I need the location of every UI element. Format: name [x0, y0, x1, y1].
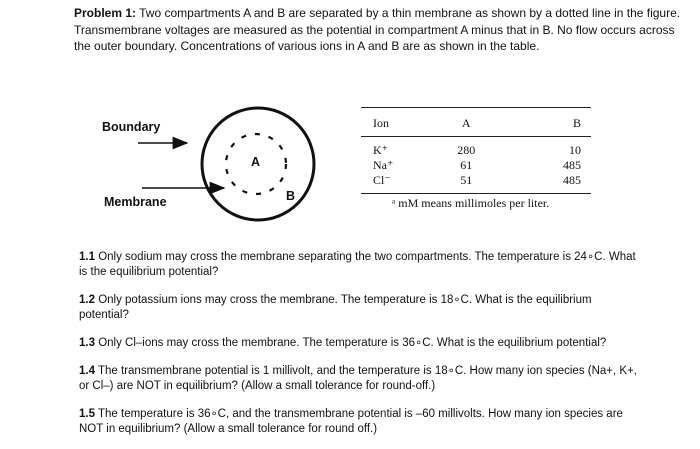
- ion-concentration-table: [361, 107, 591, 194]
- question-item: [79, 336, 639, 351]
- question-number: 1.5: [79, 408, 95, 420]
- problem-statement: [74, 5, 684, 55]
- question-text: The transmembrane potential is 1 millivolt, and the temperature is 18∘C. How many ion species (Na+, K+, or Cl–) are NOT in equilibrium? (Allow a small tolerance for round-off.): [79, 365, 637, 392]
- question-number: 1.4: [79, 365, 95, 377]
- question-item: [79, 250, 639, 280]
- question-text: The temperature is 36∘C, and the transmembrane potential is –60 millivolts. How many ion species are NOT in equilibrium? (Allow a small tolerance for round off.): [79, 408, 623, 435]
- problem-label: Problem 1:: [74, 6, 137, 20]
- problem-text: Two compartments A and B are separated by a thin membrane as shown by a dotted line in the figure. Transmembrane voltages are measured as the potential in compartment A minus that in B. No flow occurs across the outer boundary. Concentrations of various ions in A and B are as shown in the table.: [74, 6, 681, 53]
- table-row: [361, 158, 591, 173]
- a-value-cell: 61: [460, 158, 473, 172]
- compartment-b-label: B: [286, 189, 296, 203]
- question-item: [79, 407, 639, 437]
- table-header-row: [361, 108, 591, 137]
- question-text: Only Cl–ions may cross the membrane. The temperature is 36∘C. What is the equilibrium potential?: [95, 337, 607, 349]
- b-value-cell: 10: [569, 143, 581, 157]
- questions-list: [79, 250, 639, 437]
- question-text: Only sodium may cross the membrane separating the two compartments. The temperature is 24∘C. What is the equilibrium potential?: [79, 251, 636, 278]
- a-value-cell: 51: [443, 173, 489, 194]
- question-item: [79, 293, 639, 323]
- ion-cell: Cl⁻: [361, 173, 443, 194]
- boundary-label: Boundary: [102, 120, 161, 134]
- question-number: 1.3: [79, 337, 95, 349]
- table-row: [361, 173, 591, 194]
- column-header-ion: Ion: [361, 108, 443, 137]
- compartment-figure: [96, 92, 336, 227]
- question-item: [79, 364, 639, 394]
- ion-cell: Na⁺: [373, 158, 394, 172]
- a-value-cell: 280: [457, 143, 476, 157]
- membrane-label: Membrane: [104, 195, 167, 209]
- table-row: [361, 137, 591, 159]
- question-number: 1.2: [79, 294, 95, 306]
- column-header-a: A: [443, 108, 489, 137]
- compartment-a-label: A: [251, 155, 261, 169]
- b-value-cell: 485: [489, 173, 591, 194]
- question-number: 1.1: [79, 251, 95, 263]
- b-value-cell: 485: [563, 158, 581, 172]
- ion-cell: K⁺: [373, 143, 388, 157]
- question-text: Only potassium ions may cross the membrane. The temperature is 18∘C. What is the equilibrium potential?: [79, 294, 592, 321]
- table-footnote: ᵃ mM means millimoles per liter.: [392, 196, 550, 210]
- column-header-b: B: [489, 108, 591, 137]
